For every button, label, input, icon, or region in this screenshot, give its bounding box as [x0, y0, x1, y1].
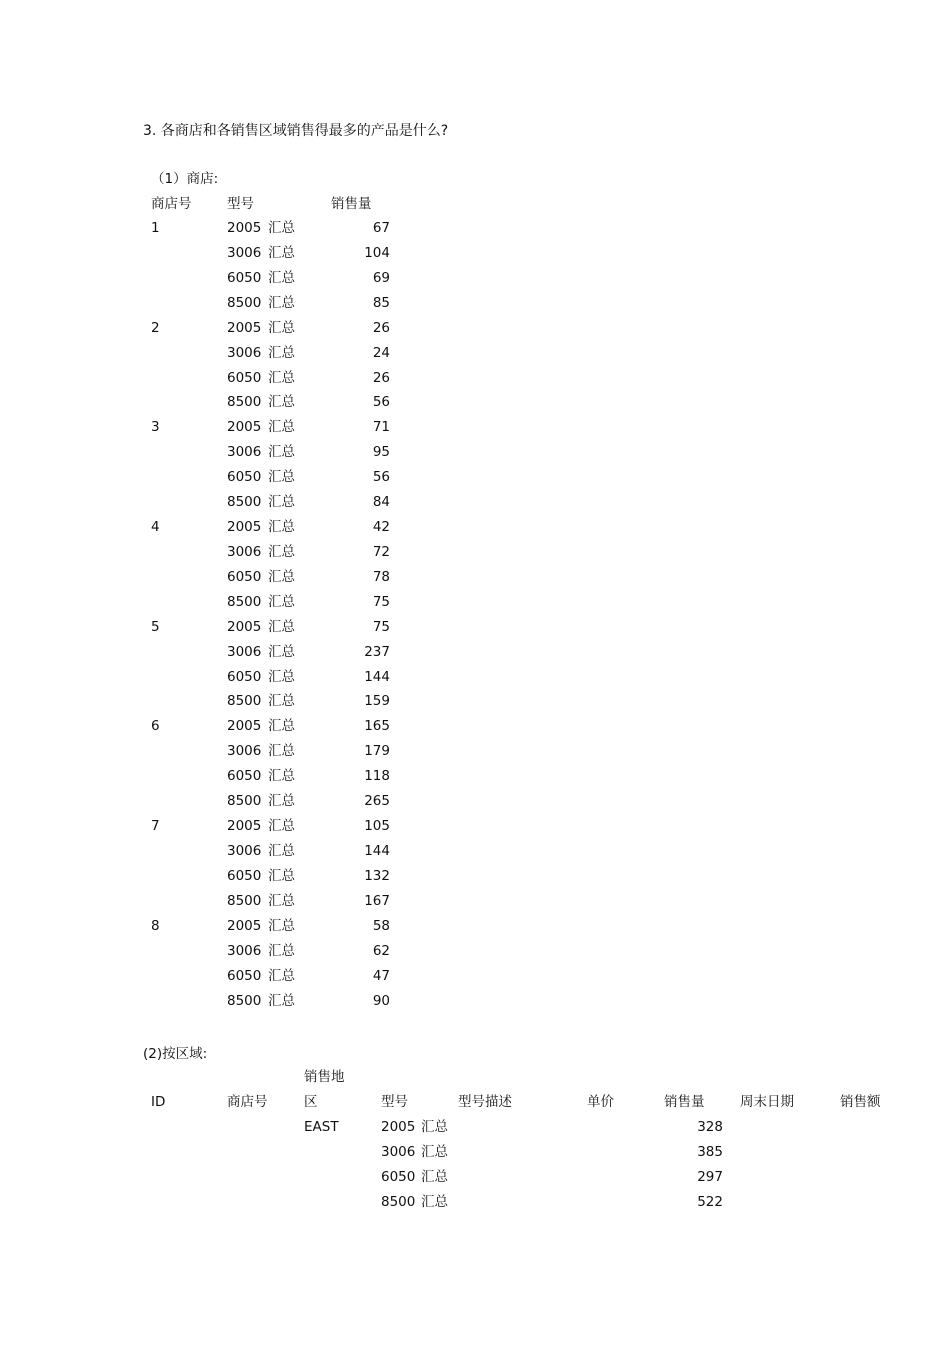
model-number: 6050 [227, 469, 262, 486]
region-summary-label: 汇总 [421, 1194, 448, 1210]
header-unit-price: 单价 [587, 1094, 614, 1110]
summary-label: 汇总 [268, 892, 295, 909]
sales-qty: 165 [364, 718, 390, 735]
region-model-number: 3006 [381, 1144, 416, 1160]
store-number: 7 [151, 818, 160, 835]
header-amount: 销售额 [840, 1094, 881, 1110]
sales-qty: 85 [372, 294, 390, 311]
region-sales-qty: 297 [697, 1169, 723, 1185]
model-number: 3006 [227, 643, 262, 660]
sales-qty: 72 [372, 543, 390, 560]
summary-label: 汇总 [268, 618, 295, 635]
sales-qty: 179 [364, 743, 390, 760]
sales-qty: 69 [372, 269, 390, 286]
summary-label: 汇总 [268, 867, 295, 884]
sales-qty: 75 [372, 593, 390, 610]
summary-label: 汇总 [268, 494, 295, 511]
summary-label: 汇总 [268, 743, 295, 760]
region-value: EAST [304, 1119, 339, 1135]
sales-qty: 144 [364, 668, 390, 685]
sales-qty: 24 [372, 344, 390, 361]
model-number: 8500 [227, 593, 262, 610]
model-number: 2005 [227, 519, 262, 536]
summary-label: 汇总 [268, 444, 295, 461]
model-number: 3006 [227, 244, 262, 261]
summary-label: 汇总 [268, 419, 295, 436]
summary-label: 汇总 [268, 519, 295, 536]
summary-label: 汇总 [268, 269, 295, 286]
sales-qty: 78 [372, 568, 390, 585]
model-number: 6050 [227, 269, 262, 286]
region-model-number: 6050 [381, 1169, 416, 1185]
summary-label: 汇总 [268, 818, 295, 835]
model-number: 6050 [227, 867, 262, 884]
sales-qty: 56 [372, 394, 390, 411]
store-number: 3 [151, 419, 160, 436]
header-qty-2: 销售量 [664, 1094, 705, 1110]
summary-label: 汇总 [268, 768, 295, 785]
model-number: 2005 [227, 618, 262, 635]
sales-qty: 159 [364, 693, 390, 710]
store-number: 8 [151, 917, 160, 934]
summary-label: 汇总 [268, 843, 295, 859]
header-id: ID [151, 1094, 166, 1110]
store-number: 6 [151, 718, 160, 735]
model-number: 2005 [227, 220, 262, 236]
sales-qty: 42 [372, 519, 390, 536]
sales-qty: 95 [372, 444, 390, 461]
summary-label: 汇总 [268, 917, 295, 934]
region-sales-qty: 328 [697, 1119, 723, 1135]
header-region-line1: 销售地 [304, 1069, 345, 1085]
region-summary-label: 汇总 [421, 1119, 448, 1135]
summary-label: 汇总 [268, 793, 295, 810]
model-number: 3006 [227, 444, 262, 461]
store-number: 4 [151, 519, 160, 536]
model-number: 3006 [227, 843, 262, 859]
model-number: 3006 [227, 743, 262, 760]
summary-label: 汇总 [268, 220, 295, 236]
model-number: 8500 [227, 992, 262, 1009]
sales-qty: 67 [372, 220, 390, 236]
sales-qty: 132 [364, 867, 390, 884]
region-summary-label: 汇总 [421, 1144, 448, 1160]
sales-qty: 167 [364, 892, 390, 909]
section1-title: （1）商店: [151, 171, 219, 187]
store-number: 2 [151, 319, 160, 336]
sales-qty: 75 [372, 618, 390, 635]
summary-label: 汇总 [268, 369, 295, 386]
sales-qty: 58 [372, 917, 390, 934]
model-number: 2005 [227, 818, 262, 835]
model-number: 8500 [227, 892, 262, 909]
model-number: 8500 [227, 294, 262, 311]
region-model-number: 8500 [381, 1194, 416, 1210]
region-summary-label: 汇总 [421, 1169, 448, 1185]
header-model-desc: 型号描述 [458, 1094, 512, 1110]
model-number: 2005 [227, 419, 262, 436]
sales-qty: 118 [364, 768, 390, 785]
summary-label: 汇总 [268, 942, 295, 959]
sales-qty: 237 [364, 643, 390, 660]
header-week-end: 周末日期 [740, 1094, 794, 1110]
question-title: 3. 各商店和各销售区域销售得最多的产品是什么? [143, 123, 449, 139]
model-number: 8500 [227, 394, 262, 411]
header-model: 型号 [227, 196, 254, 212]
header-model-2: 型号 [381, 1094, 408, 1110]
model-number: 8500 [227, 793, 262, 810]
summary-label: 汇总 [268, 643, 295, 660]
summary-label: 汇总 [268, 593, 295, 610]
summary-label: 汇总 [268, 668, 295, 685]
model-number: 2005 [227, 319, 262, 336]
header-qty: 销售量 [331, 196, 372, 212]
section2-title: (2)按区域: [143, 1046, 208, 1062]
model-number: 6050 [227, 967, 262, 984]
model-number: 2005 [227, 917, 262, 934]
sales-qty: 26 [372, 369, 390, 386]
region-sales-qty: 385 [697, 1144, 723, 1160]
summary-label: 汇总 [268, 469, 295, 486]
model-number: 3006 [227, 543, 262, 560]
model-number: 6050 [227, 768, 262, 785]
region-model-number: 2005 [381, 1119, 416, 1135]
summary-label: 汇总 [268, 543, 295, 560]
summary-label: 汇总 [268, 294, 295, 311]
summary-label: 汇总 [268, 568, 295, 585]
header-store: 商店号 [151, 196, 192, 212]
model-number: 2005 [227, 718, 262, 735]
sales-qty: 71 [372, 419, 390, 436]
store-number: 5 [151, 618, 160, 635]
summary-label: 汇总 [268, 394, 295, 411]
summary-label: 汇总 [268, 319, 295, 336]
summary-label: 汇总 [268, 244, 295, 261]
model-number: 8500 [227, 494, 262, 511]
model-number: 6050 [227, 568, 262, 585]
sales-qty: 84 [372, 494, 390, 511]
sales-qty: 265 [364, 793, 390, 810]
sales-qty: 144 [364, 843, 390, 859]
sales-qty: 47 [372, 967, 390, 984]
model-number: 8500 [227, 693, 262, 710]
sales-qty: 26 [372, 319, 390, 336]
sales-qty: 90 [372, 992, 390, 1009]
sales-qty: 56 [372, 469, 390, 486]
model-number: 3006 [227, 942, 262, 959]
region-sales-qty: 522 [697, 1194, 723, 1210]
header-store-no: 商店号 [227, 1094, 268, 1110]
summary-label: 汇总 [268, 967, 295, 984]
sales-qty: 105 [364, 818, 390, 835]
model-number: 6050 [227, 668, 262, 685]
summary-label: 汇总 [268, 344, 295, 361]
summary-label: 汇总 [268, 718, 295, 735]
model-number: 6050 [227, 369, 262, 386]
header-region-line2: 区 [304, 1094, 318, 1110]
store-number: 1 [151, 220, 160, 236]
model-number: 3006 [227, 344, 262, 361]
sales-qty: 104 [364, 244, 390, 261]
summary-label: 汇总 [268, 992, 295, 1009]
sales-qty: 62 [372, 942, 390, 959]
summary-label: 汇总 [268, 693, 295, 710]
